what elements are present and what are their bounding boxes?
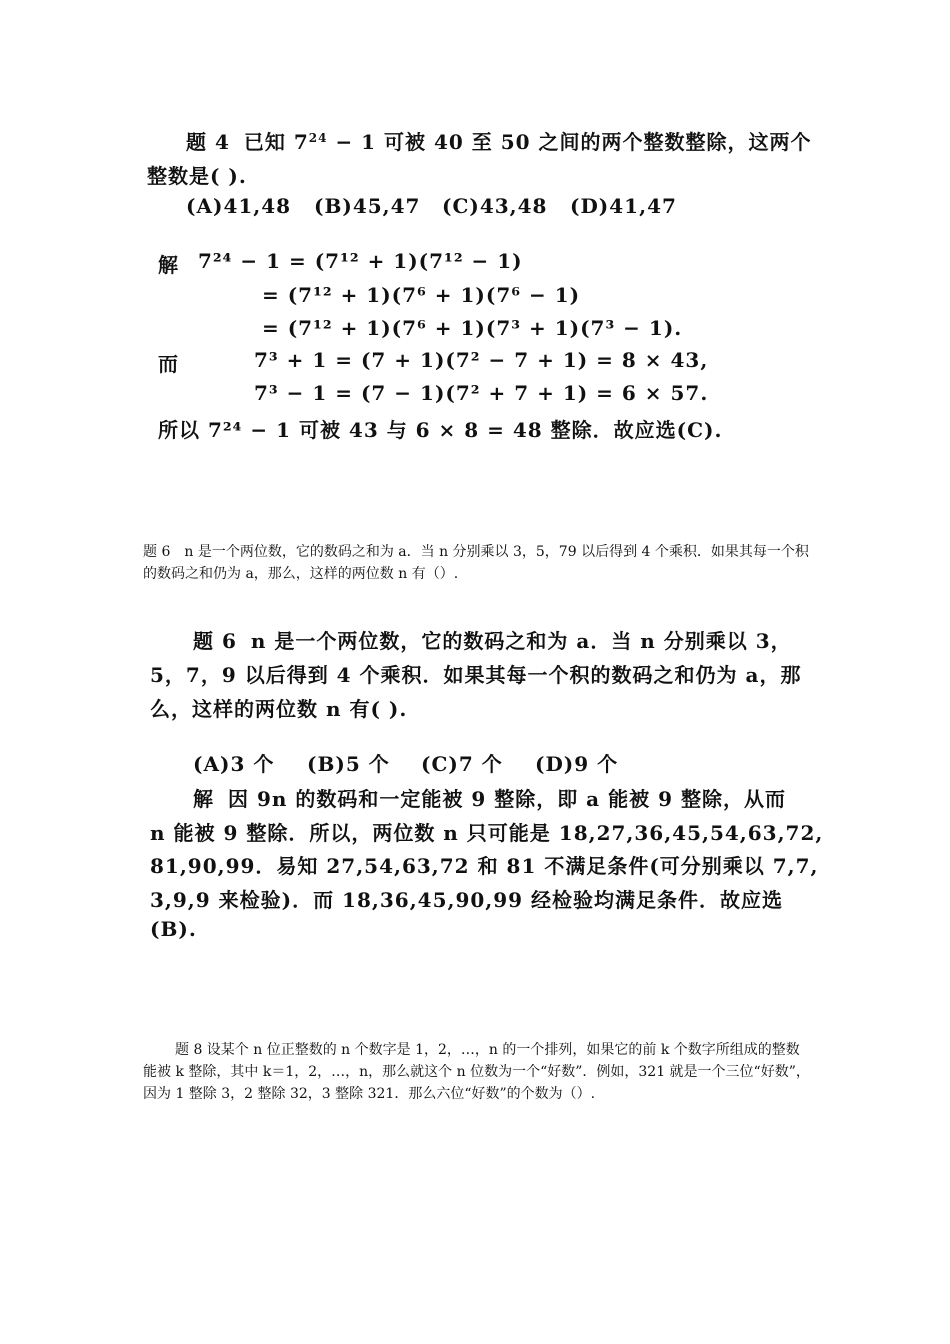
problem6-solution-line: 3,9,9 来检验)．而 18,36,45,90,99 经检验均满足条件．故应选 [150, 888, 784, 912]
problem4-conclusion: 所以 7²⁴ − 1 可被 43 与 6 × 8 = 48 整除．故应选(C). [158, 418, 723, 442]
problem6-option-d: (D)9 个 [535, 752, 619, 776]
problem4-label: 题 4 [186, 130, 230, 154]
problem4-stem-line2: 整数是( ). [147, 164, 247, 188]
problem4-option-d: (D)41,47 [570, 194, 677, 218]
problem6-option-c: (C)7 个 [421, 752, 503, 776]
problem6-solution-label: 解 [193, 787, 214, 811]
problem4-option-c: (C)43,48 [442, 194, 548, 218]
problem8-text: 题 8 设某个 n 位正整数的 n 个数字是 1，2，…，n 的一个排列，如果它的前 k 个数字所组成的整数能被 k 整除，其中 k＝1，2，…，n，那么就这个 n 位数为一个“好数”．例如，321 就是一个三位“好数”，因为 1 整除 3，2 整除 32，3 整除 321．那么六位“好数”的个数为（）. [143, 1042, 810, 1102]
problem6-solution-line: 81,90,99．易知 27,54,63,72 和 81 不满足条件(可分别乘以 7,7, [150, 854, 819, 878]
problem4-solution-line: 7²⁴ − 1 = (7¹² + 1)(7¹² − 1) [198, 249, 523, 273]
problem6-text: 题 6 n 是一个两位数，它的数码之和为 a．当 n 分别乘以 3，5，79 以后得到 4 个乘积．如果其每一个积的数码之和仍为 a，那么，这样的两位数 n 有（）. [143, 544, 809, 582]
problem6-label: 题 6 [193, 629, 237, 653]
problem4-solution-line: 7³ − 1 = (7 − 1)(7² + 7 + 1) = 6 × 57. [254, 381, 709, 405]
problem6-line1: 题 6 n 是一个两位数，它的数码之和为 a．当 n 分别乘以 3， [193, 629, 792, 653]
problem4-solution-line: = (7¹² + 1)(7⁶ + 1)(7³ + 1)(7³ − 1). [262, 316, 683, 340]
problem6-line3: 么，这样的两位数 n 有( ). [150, 697, 408, 721]
problem6-option-a: (A)3 个 [193, 752, 275, 776]
problem6-solution-line1: 解 因 9n 的数码和一定能被 9 整除，即 a 能被 9 整除，从而 [193, 787, 786, 811]
problem6-option-b: (B)5 个 [307, 752, 390, 776]
problem4-stem-line1: 题 4 已知 $7^{24} - 1$ 可被 40 至 50 之间的两个整数整除，这两个 [186, 130, 812, 154]
problem4-option-b: (B)45,47 [314, 194, 421, 218]
problem4-solution-line: = (7¹² + 1)(7⁶ + 1)(7⁶ − 1) [262, 283, 581, 307]
problem4-solution-line: 7³ + 1 = (7 + 1)(7² − 7 + 1) = 8 × 43, [254, 348, 709, 372]
problem6-options [193, 748, 618, 777]
problem4-options [186, 194, 677, 218]
problem4-er-label: 而 [158, 352, 179, 376]
problem4-solution-label: 解 [158, 253, 179, 277]
problem6-solution-line: n 能被 9 整除．所以，两位数 n 只可能是 18,27,36,45,54,63,72, [150, 821, 824, 845]
problem4-option-a: (A)41,48 [186, 194, 292, 218]
problem6-line2: 5，7，9 以后得到 4 个乘积．如果其每一个积的数码之和仍为 a，那 [150, 663, 802, 687]
problem6-solution-line: (B). [150, 917, 197, 941]
